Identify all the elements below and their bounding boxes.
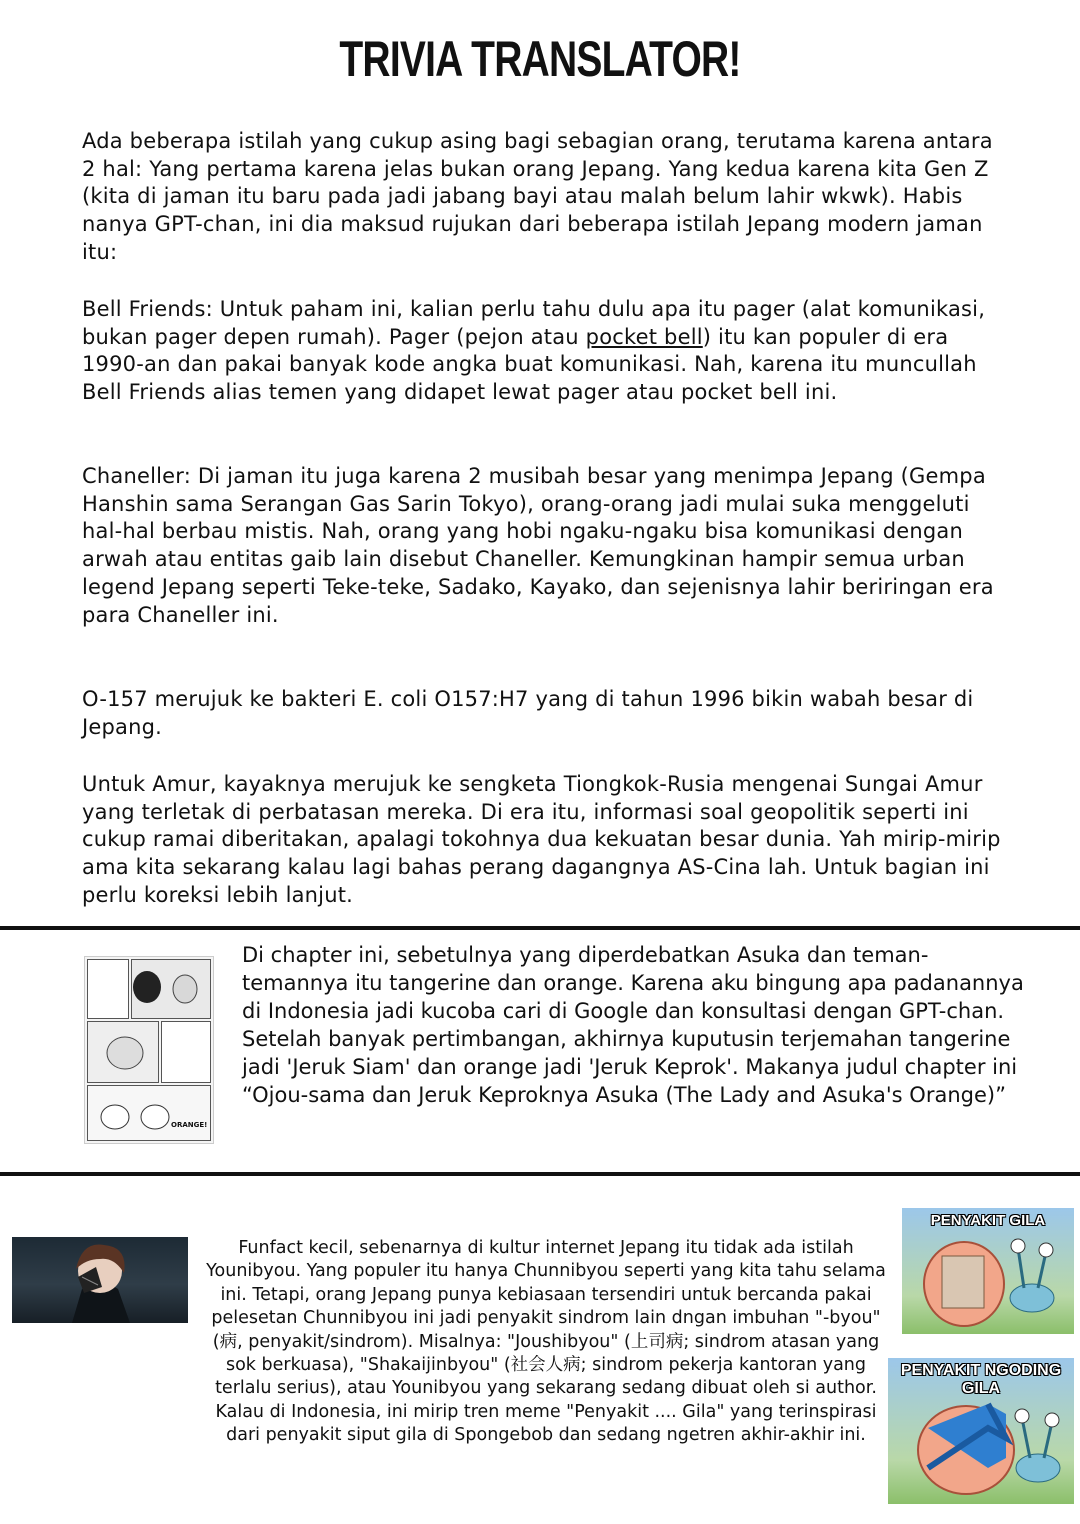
- bell-friends-paragraph: [82, 296, 1002, 407]
- amur-paragraph: Untuk Amur, kayaknya merujuk ke sengketa Tiongkok-Rusia mengenai Sungai Amur yang terletak di perbatasan mereka. Di era itu, informasi soal geopolitik seperti ini cukup ramai diberitakan, apalagi tokohnya dua kekuatan besar dunia. Yah mirip-mirip ama kita sekarang kalau lagi bahas perang dagangnya AS-Cina lah. Untuk bagian ini perlu koreksi lebih lanjut.: [82, 772, 1001, 907]
- funfact-paragraph: Funfact kecil, sebenarnya di kultur internet Jepang itu tidak ada istilah Younibyou. Yang populer itu hanya Chunnibyou seperti yang kita tahu selama ini. Tetapi, orang Jepang punya kebiasaan tersendiri untuk bercanda pakai pelesetan Chunnibyou ini jadi penyakit sindrom lain dngan imbuhan "-byou" (病, penyakit/sindrom). Misalnya: "Joushibyou" (上司病; sindrom atasan yang sok berkuasa), "Shakaijinbyou" (社会人病; sindrom pekerja kantoran yang terlalu serius), atau Younibyou yang sekarang sedang dibuat oleh si author. Kalau di Indonesia, ini mirip tren meme "Penyakit .... Gila" yang terinspirasi dari penyakit siput gila di Spongebob dan sedang ngetren akhir-akhir ini.: [206, 1238, 886, 1446]
- o157-paragraph: O-157 merujuk ke bakteri E. coli O157:H7 yang di tahun 1996 bikin wabah besar di Jepang.: [82, 687, 974, 739]
- manga-illustration-icon: [85, 957, 213, 1143]
- pocket-bell-link[interactable]: pocket bell: [585, 324, 703, 349]
- anime-character-icon: [12, 1237, 188, 1323]
- manga-page-thumbnail: [84, 956, 214, 1144]
- manga-thumbnail-caption: ORANGE!: [171, 1121, 208, 1129]
- spongebob-meme-image-bottom: [888, 1358, 1074, 1504]
- bell-friends-text-end: ) itu kan populer di era 1990-an dan pakai banyak kode angka buat komunikasi. Nah, karena itu muncullah Bell Friends alias temen yang didapet lewat pager atau pocket bell ini.: [82, 324, 977, 405]
- chaneller-paragraph: Chaneller: Di jaman itu juga karena 2 musibah besar yang menimpa Jepang (Gempa Hanshin sama Serangan Gas Sarin Tokyo), orang-orang jadi mulai suka menggeluti hal-hal berbau mistis. Nah, orang yang hobi ngaku-ngaku bisa komunikasi dengan arwah atau entitas gaib lain disebut Chaneller. Kemungkinan hampir semua urban legend Jepang seperti Teke-teke, Sadako, Kayako, dan sejenisnya lahir beriringan era para Chaneller ini.: [82, 464, 994, 627]
- meme-top-title: PENYAKIT GILA: [930, 1212, 1046, 1229]
- spongebob-meme-image-top: [902, 1208, 1074, 1334]
- anime-character-thumbnail: [12, 1237, 188, 1323]
- meme-bottom-title: PENYAKIT NGODING GILA: [900, 1362, 1062, 1397]
- bell-friends-text-start: Bell Friends: Untuk paham ini, kalian perlu tahu dulu apa itu pager (alat komunikasi, bukan pager depen rumah). Pager (pejon atau: [82, 297, 986, 349]
- page-title: TRIVIA TRANSLATOR!: [339, 31, 741, 87]
- section-divider-bottom: [0, 1172, 1080, 1176]
- intro-paragraph: Ada beberapa istilah yang cukup asing bagi sebagian orang, terutama karena antara 2 hal: Yang pertama karena jelas bukan orang Jepang. Yang kedua karena kita Gen Z (kita di jaman itu baru pada jadi jabang bayi atau malah belum lahir wkwk). Habis nanya GPT-chan, ini dia maksud rujukan dari beberapa istilah Jepang modern jaman itu:: [82, 129, 993, 264]
- section-divider-top: [0, 926, 1080, 930]
- tangerine-orange-paragraph: Di chapter ini, sebetulnya yang diperdebatkan Asuka dan teman-temannya itu tangerine dan orange. Karena aku bingung apa padanannya di Indonesia jadi kucoba cari di Google dan konsultasi dengan GPT-chan. Setelah banyak pertimbangan, akhirnya kuputusin terjemahan tangerine jadi 'Jeruk Siam' dan orange jadi 'Jeruk Keprok'. Makanya judul chapter ini “Ojou-sama dan Jeruk Keproknya Asuka (The Lady and Asuka's Orange)”: [242, 943, 1024, 1107]
